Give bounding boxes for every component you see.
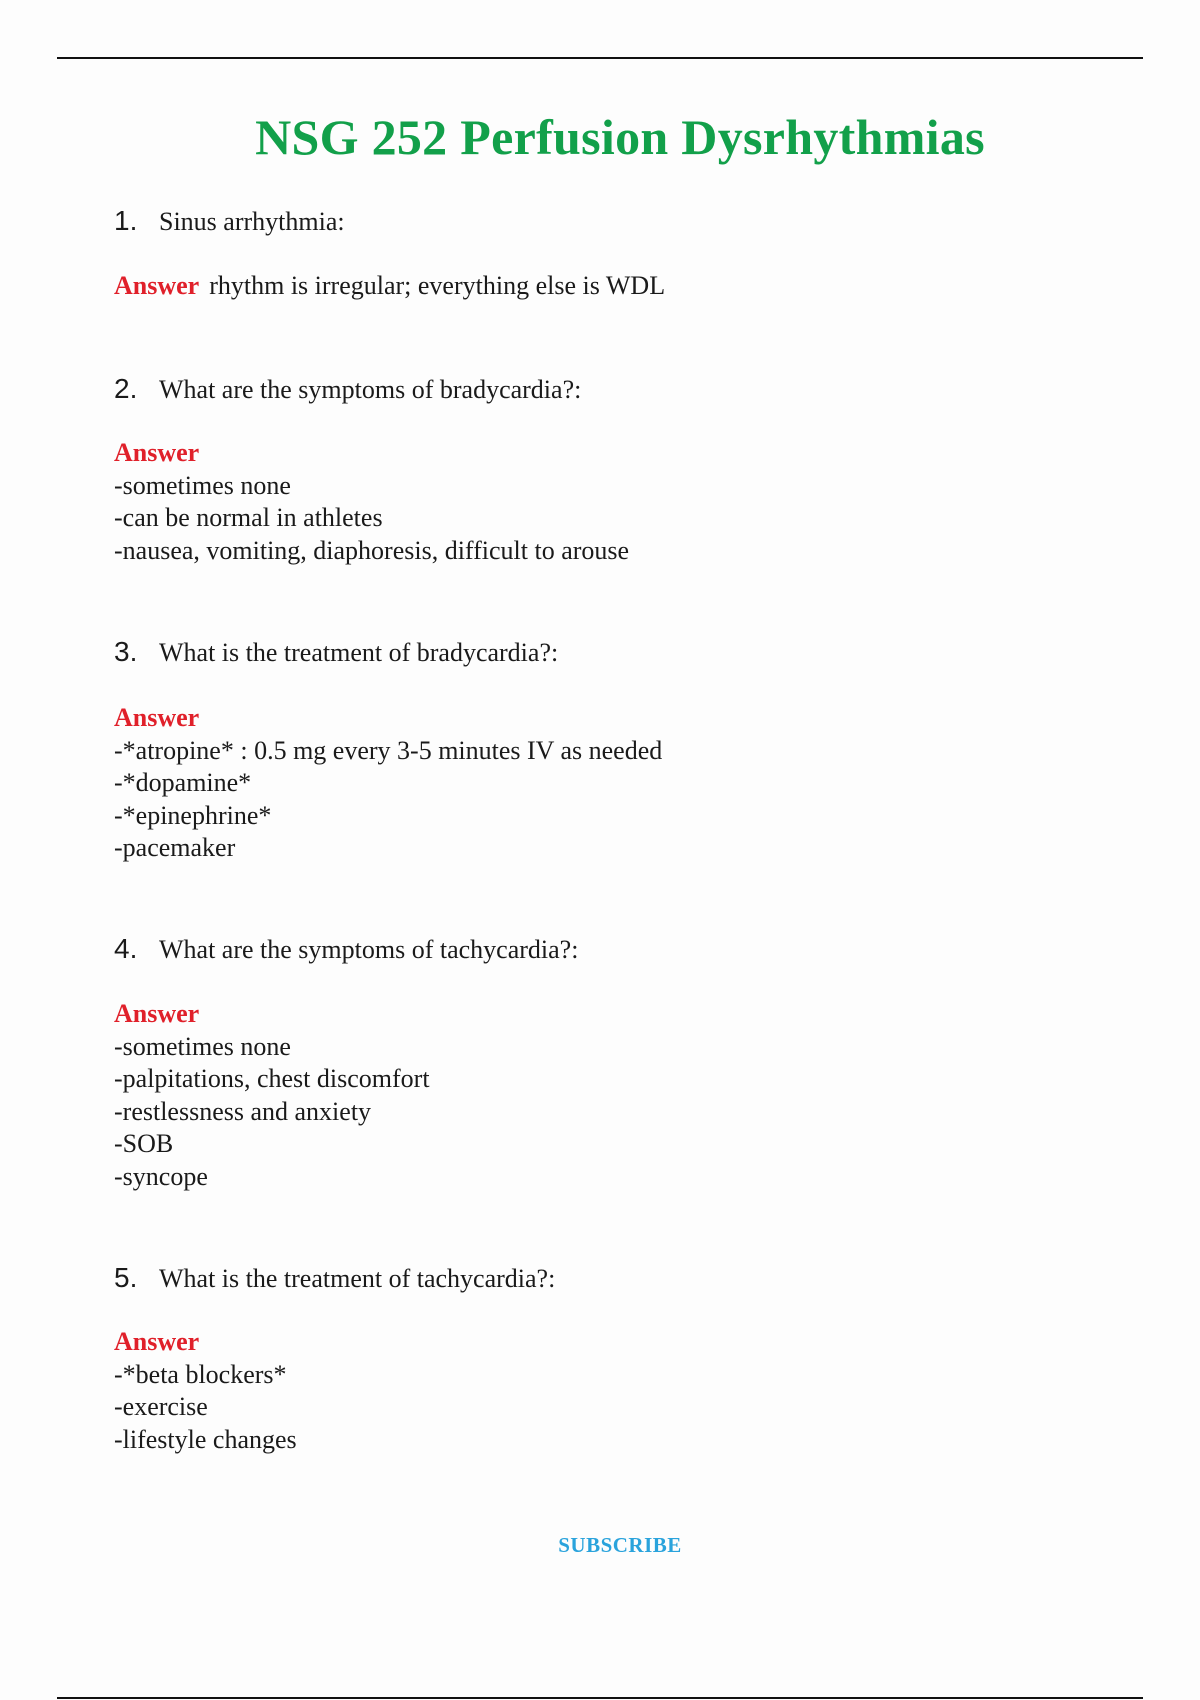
answer-line: -pacemaker — [114, 833, 236, 862]
answer-4 — [114, 998, 430, 1193]
answer-line: -*atropine* : 0.5 mg every 3-5 minutes IV as needed — [114, 735, 663, 765]
answer-line: -sometimes none — [114, 470, 291, 500]
answer-line: -sometimes none — [114, 1031, 291, 1061]
question-number: 4. — [114, 933, 138, 964]
answer-line: -palpitations, chest discomfort — [114, 1064, 430, 1093]
answer-line: -exercise — [114, 1392, 208, 1421]
question-4 — [114, 933, 578, 966]
answer-line: -restlessness and anxiety — [114, 1096, 372, 1126]
question-number: 3. — [114, 636, 138, 667]
question-3 — [114, 636, 558, 669]
question-text: What are the symptoms of bradycardia?: — [159, 375, 582, 404]
question-text: What is the treatment of tachycardia?: — [159, 1264, 556, 1293]
answer-label: Answer — [114, 271, 200, 300]
question-1 — [114, 205, 345, 238]
answer-label: Answer — [114, 438, 200, 467]
answer-line: -*epinephrine* — [114, 800, 272, 830]
answer-line: -nausea, vomiting, diaphoresis, difficult to arouse — [114, 535, 630, 565]
answer-line: -*dopamine* — [114, 768, 252, 797]
answer-line: -can be normal in athletes — [114, 503, 383, 532]
answer-label: Answer — [114, 999, 200, 1028]
question-text: Sinus arrhythmia: — [159, 207, 345, 236]
question-text: What is the treatment of bradycardia?: — [159, 638, 559, 667]
answer-line: -syncope — [114, 1161, 208, 1191]
question-text: What are the symptoms of tachycardia?: — [159, 935, 579, 964]
subscribe-link[interactable]: SUBSCRIBE — [558, 1533, 682, 1557]
question-2 — [114, 373, 581, 406]
question-number: 1. — [114, 205, 138, 236]
answer-line: -SOB — [114, 1129, 174, 1158]
answer-line: -lifestyle changes — [114, 1424, 297, 1454]
question-number: 2. — [114, 373, 138, 404]
answer-2 — [114, 437, 629, 567]
answer-1 — [114, 270, 665, 303]
answer-line: -*beta blockers* — [114, 1359, 287, 1389]
bottom-rule — [57, 1697, 1143, 1699]
answer-label: Answer — [114, 703, 200, 732]
page-title: NSG 252 Perfusion Dysrhythmias — [255, 109, 985, 165]
answer-text: rhythm is irregular; everything else is WDL — [209, 271, 666, 300]
answer-label: Answer — [114, 1327, 200, 1356]
question-5 — [114, 1262, 555, 1295]
answer-3 — [114, 702, 662, 865]
top-rule — [57, 57, 1143, 59]
question-number: 5. — [114, 1262, 138, 1293]
answer-5 — [114, 1326, 297, 1456]
